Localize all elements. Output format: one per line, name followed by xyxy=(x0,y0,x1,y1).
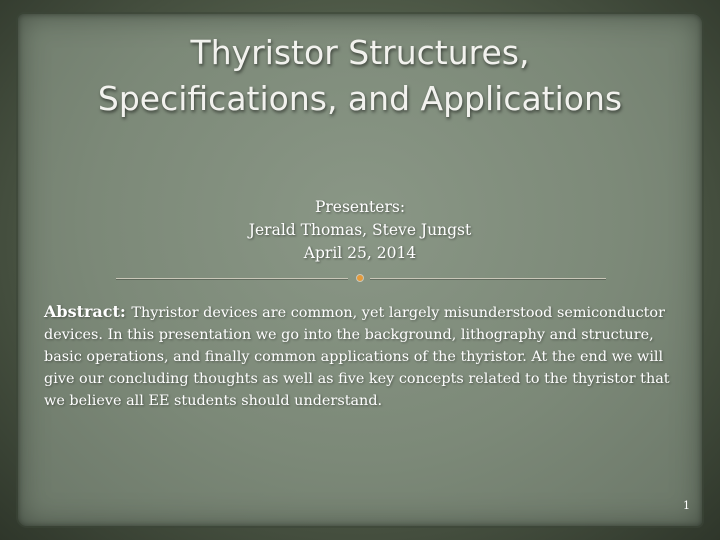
abstract-paragraph xyxy=(44,301,672,412)
title-line-2: Specifications, and Applications xyxy=(97,79,623,118)
slide-title xyxy=(0,30,720,122)
title-line-1: Thyristor Structures, xyxy=(190,33,530,72)
abstract-text: Thyristor devices are common, yet largely misunderstood semiconductor devices. In this presentation we go into the background, lithography and structure, basic operations, and finally common applications of the thyristor. At the end we will give our concluding thoughts as well as five key concepts related to the thyristor that we believe all EE students should understand. xyxy=(44,305,670,409)
presentation-date: April 25, 2014 xyxy=(303,244,417,262)
presenters-block xyxy=(0,196,720,265)
divider-line-left xyxy=(116,278,348,279)
divider-dot-icon xyxy=(356,274,364,282)
divider-line-right xyxy=(370,278,606,279)
presenters-label: Presenters: xyxy=(314,198,406,216)
abstract-label: Abstract: xyxy=(44,302,132,321)
presenters-names: Jerald Thomas, Steve Jungst xyxy=(248,221,472,239)
page-number: 1 xyxy=(683,499,690,512)
divider xyxy=(116,278,606,280)
